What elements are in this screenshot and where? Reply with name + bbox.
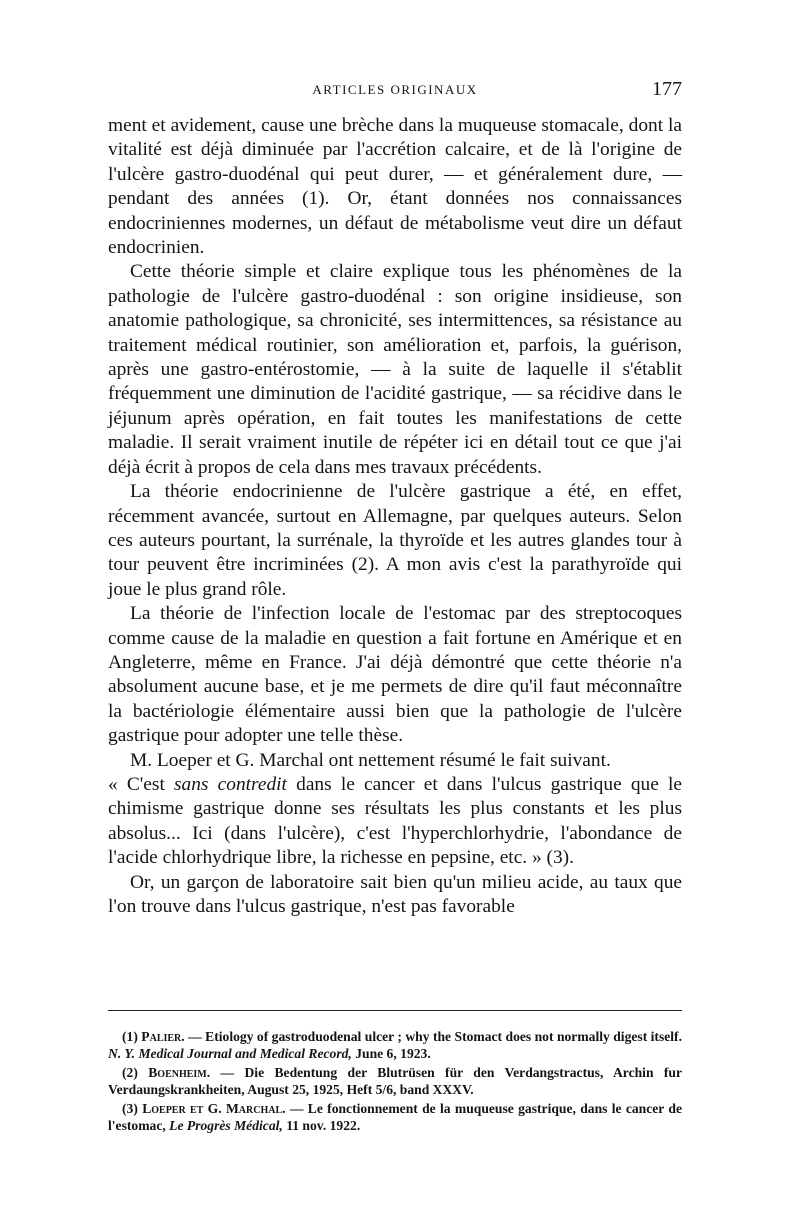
quote-rest: dans le cancer et dans l'ulcus gastrique que le chimisme gastrique donne ses résultats les plus constants et les plus absolus... Ici (dans l'ulcère), c'est l'hyperchlorhydrie, l'abondance de l'acide chlorhydrique libre, la richesse en pepsine, etc. » (3). (108, 773, 682, 869)
footnote-number: (3) (122, 1101, 138, 1116)
footnote-date: June 6, 1923. (351, 1046, 431, 1061)
footnote-journal: Le Progrès Médical, (169, 1118, 283, 1133)
footnote-number: (2) (122, 1065, 138, 1080)
footnote-journal: N. Y. Medical Journal and Medical Record, (108, 1046, 352, 1061)
quote-paragraph (108, 773, 682, 871)
paragraph: Or, un garçon de laboratoire sait bien qu'un milieu acide, au taux que l'on trouve dans l'ulcus gastrique, n'est pas favorable (108, 871, 682, 917)
footnote-text: — Etiology of gastroduodenal ulcer ; why the Stomact does not normally digest itself. (184, 1029, 682, 1044)
main-text (108, 114, 682, 919)
footnote-divider (108, 1010, 682, 1011)
quote-emphasis: sans contredit (174, 773, 287, 795)
footnote-2 (108, 1064, 682, 1098)
paragraph: La théorie de l'infection locale de l'estomac par des streptocoques comme cause de la maladie en question a fait fortune en Amérique et en Angleterre, même en France. J'ai déjà démontré que cette théorie n'a absolument aucune base, et je me permets de dire qu'il faut méconnaître la bactériologie élémentaire aussi bien que la pathologie de l'ulcère gastrique pour adopter une telle thèse. (108, 603, 682, 747)
footnote-date: 11 nov. 1922. (282, 1118, 361, 1133)
paragraph: M. Loeper et G. Marchal ont nettement résumé le fait suivant. (130, 749, 611, 771)
footnote-author: Palier. (141, 1029, 185, 1044)
footnote-author: Loeper et G. Marchal. (142, 1101, 286, 1116)
footnotes (108, 1028, 682, 1136)
footnote-author: Boenheim. (148, 1065, 211, 1080)
footnote-1 (108, 1028, 682, 1062)
paragraph: ment et avidement, cause une brèche dans la muqueuse stomacale, dont la vitalité est déjà diminuée par l'accrétion calcaire, et de là l'origine de l'ulcère gastro-duodénal qui peut durer, — et généralement dure, — pendant des années (1). Or, étant données nos connaissances endocriniennes modernes, un défaut de métabolisme veut dire un défaut endocrinien. (108, 115, 682, 259)
footnote-text: — Die Bedentung der Blutrüsen für den Verdangstractus, Archin fur Verdaungskrankheiten, August 25, 1925, Heft 5/6, band XXXV. (108, 1065, 682, 1097)
paragraph: Cette théorie simple et claire explique tous les phénomènes de la pathologie de l'ulcère gastro-duodénal : son origine insidieuse, son anatomie pathologique, sa chronicité, ses intermittences, sa résistance au traitement médical routinier, son amélioration et, parfois, la guérison, après une gastro-entérostomie, — à la suite de laquelle il s'établit fréquemment une diminution de l'acidité gastrique, — sa récidive dans le jéjunum après opération, en fait toutes les manifestations de cette maladie. Il serait vraiment inutile de répéter ici en détail tout ce que j'ai déjà écrit à propos de cela dans mes travaux précédents. (108, 261, 682, 478)
footnote-text: — Le fonctionnement de la muqueuse gastrique, dans le cancer de l'estomac, (108, 1101, 683, 1133)
paragraph: La théorie endocrinienne de l'ulcère gastrique a été, en effet, récemment avancée, surtout en Allemagne, par quelques auteurs. Selon ces auteurs pourtant, la surrénale, la thyroïde et les autres glandes tour à tour peuvent être incriminées (2). A mon avis c'est la parathyroïde qui joue le plus grand rôle. (108, 481, 682, 600)
page-header (108, 78, 682, 102)
quote-open: « C'est (108, 773, 174, 795)
footnote-number: (1) (122, 1029, 138, 1044)
footnote-3 (108, 1100, 682, 1134)
page-number: 177 (652, 78, 682, 100)
running-title: ARTICLES ORIGINAUX (312, 82, 478, 97)
